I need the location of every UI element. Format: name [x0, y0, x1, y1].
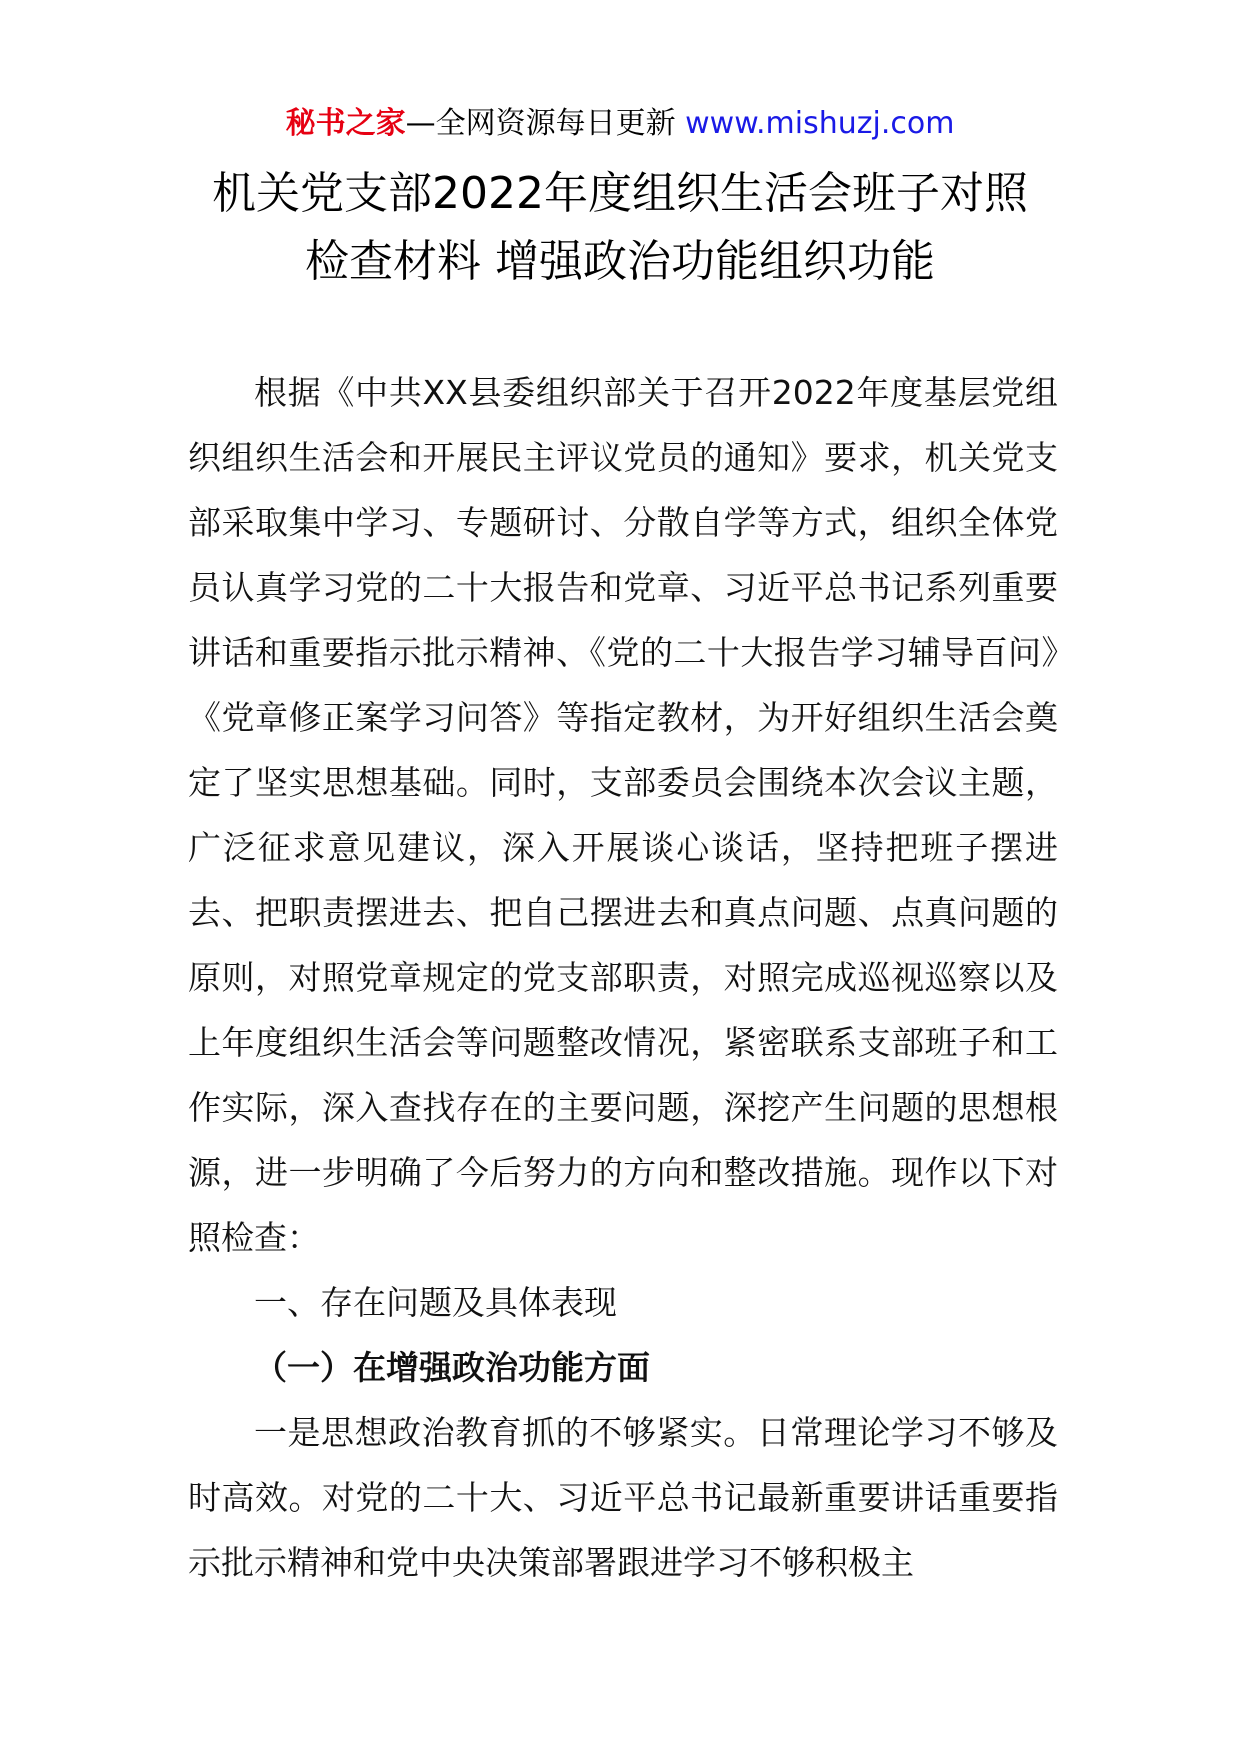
brand-name: 秘书之家: [285, 106, 406, 141]
title-line-1: 机关党支部2022年度组织生活会班子对照: [212, 168, 1028, 219]
site-url: www.mishuzj.com: [685, 106, 955, 141]
site-header: [0, 100, 1240, 148]
subsection-heading: （一）在增强政治功能方面: [254, 1348, 650, 1387]
header-slogan: —全网资源每日更新: [405, 106, 686, 141]
document-title: [140, 160, 1100, 296]
title-line-2: 检查材料 增强政治功能组织功能: [305, 236, 935, 287]
intro-paragraph: 根据《中共XX县委组织部关于召开2022年度基层党组织组织生活会和开展民主评议党员的通知》要求，机关党支部采取集中学习、专题研讨、分散自学等方式，组织全体党员认真学习党的二十大报告和党章、习近平总书记系列重要讲话和重要指示批示精神、《党的二十大报告学习辅导百问》《党章修正案学习问答》等指定教材，为开好组织生活会奠定了坚实思想基础。同时，支部委员会围绕本次会议主题，广泛征求意见建议，深入开展谈心谈话，坚持把班子摆进去、把职责摆进去、把自己摆进去和真点问题、点真问题的原则，对照党章规定的党支部职责，对照完成巡视巡察以及上年度组织生活会等问题整改情况，紧密联系支部班子和工作实际，深入查找存在的主要问题，深挖产生问题的思想根源，进一步明确了今后努力的方向和整改措施。现作以下对照检查：: [188, 373, 1058, 1257]
document-body: [188, 360, 1058, 1595]
body-paragraph: 一是思想政治教育抓的不够紧实。日常理论学习不够及时高效。对党的二十大、习近平总书记最新重要讲话重要指示批示精神和党中央决策部署跟进学习不够积极主: [188, 1413, 1058, 1582]
section-heading: 一、存在问题及具体表现: [254, 1283, 617, 1322]
